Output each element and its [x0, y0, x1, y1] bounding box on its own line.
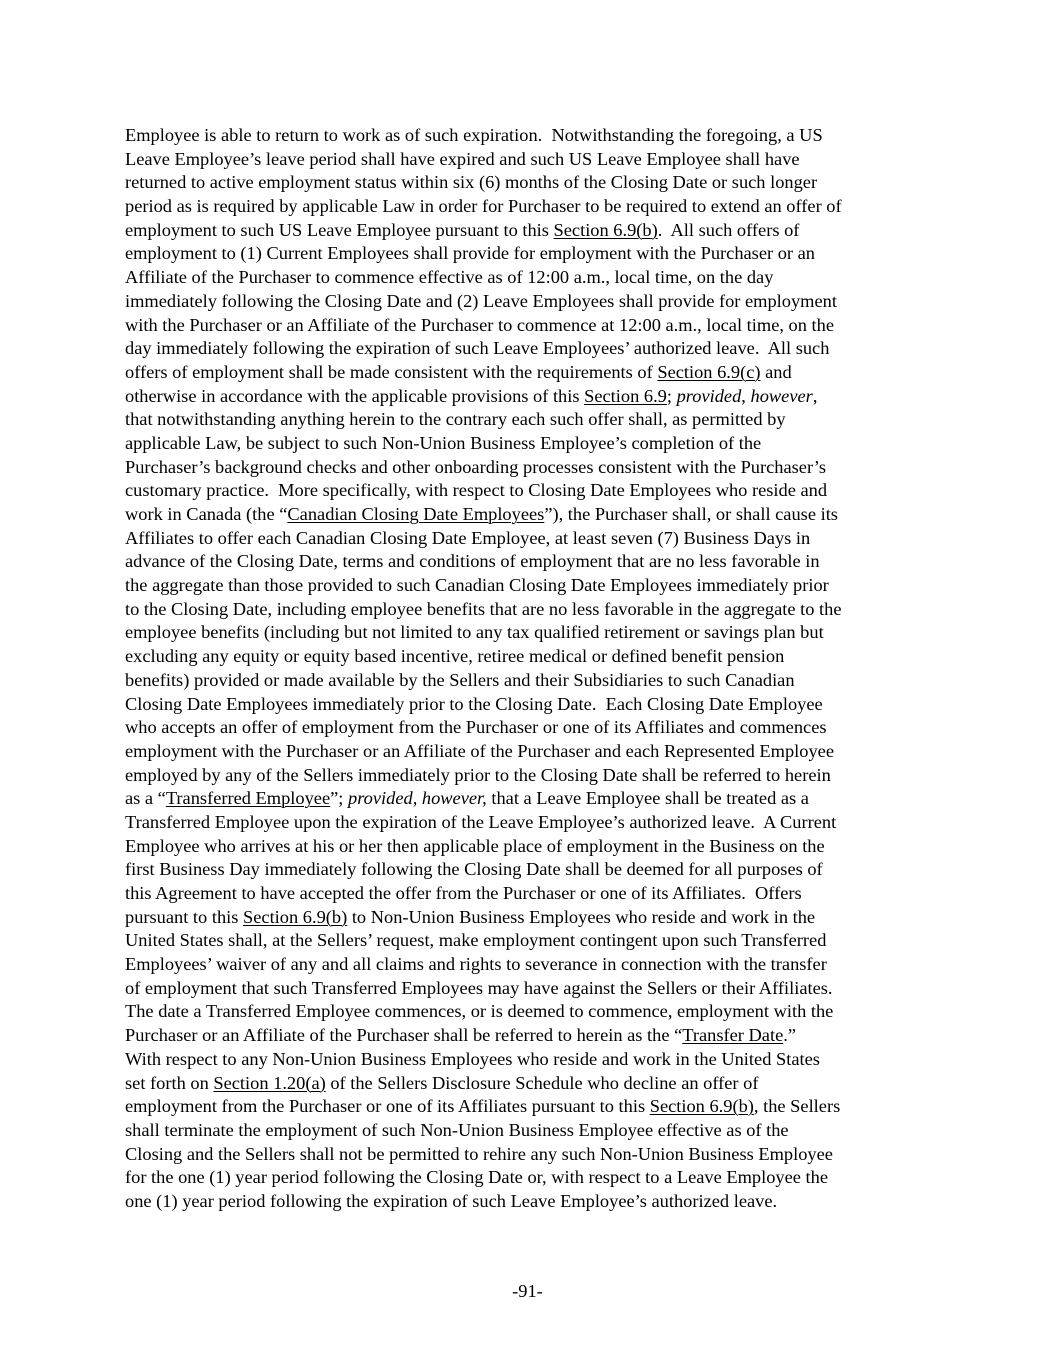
text-line — [125, 740, 945, 764]
text-line — [125, 479, 945, 503]
text-line — [125, 906, 945, 930]
text-line — [125, 811, 945, 835]
text-run: that a Leave Employee shall be treated as a — [486, 788, 809, 809]
text-line — [125, 669, 945, 693]
text-run: employment to such US Leave Employee pursuant to this — [125, 219, 554, 240]
text-run: , — [741, 385, 751, 406]
text-run: Purchaser’s background checks and other onboarding processes consistent with the Purchaser’s — [125, 456, 827, 477]
text-line — [125, 787, 945, 811]
text-run: as a “ — [125, 788, 166, 809]
text-run: .” — [783, 1025, 796, 1046]
text-run: to Non-Union Business Employees who reside and work in the — [347, 906, 816, 927]
text-run: Employee who arrives at his or her then applicable place of employment in the Business on the — [125, 835, 825, 856]
text-run: employment from the Purchaser or one of its Affiliates pursuant to this — [125, 1096, 650, 1117]
text-run: shall terminate the employment of such Non-Union Business Employee effective as of the — [125, 1119, 789, 1140]
text-run: the aggregate than those provided to such Canadian Closing Date Employees immediately prior — [125, 575, 829, 596]
text-run: Closing and the Sellers shall not be permitted to rehire any such Non-Union Business Employee — [125, 1143, 833, 1164]
section-reference: Transfer Date — [682, 1025, 784, 1046]
text-line — [125, 953, 945, 977]
text-line — [125, 1119, 945, 1143]
section-reference: Section 6.9(b) — [553, 219, 658, 240]
text-line — [125, 835, 945, 859]
text-run: employment with the Purchaser or an Affiliate of the Purchaser and each Represented Employee — [125, 740, 834, 761]
italic-text: provided — [676, 385, 742, 406]
text-line — [125, 385, 945, 409]
text-line — [125, 621, 945, 645]
text-run: advance of the Closing Date, terms and conditions of employment that are no less favorable in — [125, 551, 820, 572]
text-run: applicable Law, be subject to such Non-Union Business Employee’s completion of the — [125, 432, 762, 453]
text-line — [125, 242, 945, 266]
text-line — [125, 408, 945, 432]
page-number: -91- — [512, 1281, 543, 1301]
text-run: employee benefits (including but not limited to any tax qualified retirement or savings plan but — [125, 622, 824, 643]
text-run: with the Purchaser or an Affiliate of the Purchaser to commence at 12:00 a.m., local time, on the — [125, 314, 835, 335]
text-run: Affiliates to offer each Canadian Closing Date Employee, at least seven (7) Business Days in — [125, 527, 811, 548]
text-run: , the Sellers — [753, 1096, 841, 1117]
text-line — [125, 550, 945, 574]
text-line — [125, 645, 945, 669]
section-reference: Section 1.20(a) — [213, 1072, 326, 1093]
text-run: of employment that such Transferred Employees may have against the Sellers or their Affiliates. — [125, 977, 833, 998]
text-run: Employee is able to return to work as of such expiration. Notwithstanding the foregoing, a US — [125, 125, 823, 145]
text-run: first Business Day immediately following the Closing Date shall be deemed for all purposes of — [125, 859, 823, 880]
text-run: set forth on — [125, 1072, 214, 1093]
text-line — [125, 1072, 945, 1096]
text-run: The date a Transferred Employee commences, or is deemed to commence, employment with the — [125, 1001, 834, 1022]
text-run: Employees’ waiver of any and all claims and rights to severance in connection with the transfer — [125, 954, 827, 975]
text-line — [125, 1095, 945, 1119]
text-line — [125, 148, 945, 172]
section-reference: Section 6.9 — [584, 385, 667, 406]
text-run: , — [812, 385, 818, 406]
text-line — [125, 171, 945, 195]
text-run: Closing Date Employees immediately prior to the Closing Date. Each Closing Date Employee — [125, 693, 823, 714]
text-run: customary practice. More specifically, with respect to Closing Date Employees who reside and — [125, 480, 828, 501]
text-run: for the one (1) year period following the Closing Date or, with respect to a Leave Employee the — [125, 1167, 828, 1188]
italic-text: however — [750, 385, 813, 406]
text-line — [125, 314, 945, 338]
text-run: immediately following the Closing Date and (2) Leave Employees shall provide for employment — [125, 290, 837, 311]
text-line — [125, 1166, 945, 1190]
text-run: day immediately following the expiration of such Leave Employees’ authorized leave. All such — [125, 338, 830, 359]
text-run: Purchaser or an Affiliate of the Purchaser shall be referred to herein as the “ — [125, 1025, 683, 1046]
text-line — [125, 1048, 945, 1072]
text-line — [125, 503, 945, 527]
text-line — [125, 266, 945, 290]
text-line — [125, 361, 945, 385]
text-line — [125, 124, 945, 148]
text-run: Affiliate of the Purchaser to commence effective as of 12:00 a.m., local time, on the day — [125, 267, 774, 288]
section-reference: Section 6.9(b) — [649, 1096, 754, 1117]
text-line — [125, 432, 945, 456]
text-run: ”), the Purchaser shall, or shall cause its — [544, 504, 838, 524]
text-run: who accepts an offer of employment from the Purchaser or one of its Affiliates and commences — [125, 717, 827, 738]
text-line — [125, 337, 945, 361]
section-reference: Section 6.9(c) — [657, 361, 761, 382]
text-run: offers of employment shall be made consistent with the requirements of — [125, 361, 658, 382]
text-line — [125, 764, 945, 788]
text-line — [125, 882, 945, 906]
text-line — [125, 716, 945, 740]
text-run: and — [760, 361, 792, 382]
text-run: With respect to any Non-Union Business Employees who reside and work in the United States — [125, 1048, 820, 1069]
text-line — [125, 195, 945, 219]
text-run: otherwise in accordance with the applicable provisions of this — [125, 385, 585, 406]
text-run: work in Canada (the “ — [125, 504, 288, 524]
text-line — [125, 456, 945, 480]
text-run: that notwithstanding anything herein to the contrary each such offer shall, as permitted by — [125, 409, 786, 430]
text-line — [125, 219, 945, 243]
text-line — [125, 1000, 945, 1024]
text-line — [125, 1143, 945, 1167]
text-run: ”; — [330, 788, 348, 809]
text-line — [125, 527, 945, 551]
text-run: employment to (1) Current Employees shall provide for employment with the Purchaser or an — [125, 243, 815, 264]
section-reference: Section 6.9(b) — [243, 906, 348, 927]
text-run: pursuant to this — [125, 906, 244, 927]
text-run: one (1) year period following the expiration of such Leave Employee’s authorized leave. — [125, 1190, 778, 1211]
text-line — [125, 1190, 945, 1214]
section-reference: Canadian Closing Date Employees — [287, 504, 545, 524]
text-run: Leave Employee’s leave period shall have expired and such US Leave Employee shall have — [125, 148, 800, 169]
text-run: excluding any equity or equity based incentive, retiree medical or defined benefit pension — [125, 646, 785, 667]
text-run: . All such offers of — [657, 219, 800, 240]
text-run: Transferred Employee upon the expiration of the Leave Employee’s authorized leave. A Current — [125, 811, 837, 832]
text-line — [125, 977, 945, 1001]
text-line — [125, 290, 945, 314]
text-line — [125, 574, 945, 598]
text-run: United States shall, at the Sellers’ request, make employment contingent upon such Transferred — [125, 930, 827, 951]
text-line — [125, 598, 945, 622]
italic-text: provided, however, — [348, 788, 487, 809]
text-run: this Agreement to have accepted the offer from the Purchaser or one of its Affiliates. Offers — [125, 883, 802, 903]
text-line — [125, 929, 945, 953]
text-line — [125, 1024, 945, 1048]
text-run: benefits) provided or made available by the Sellers and their Subsidiaries to such Canadian — [125, 669, 795, 690]
text-line — [125, 693, 945, 717]
text-run: ; — [666, 385, 677, 406]
text-line — [125, 858, 945, 882]
text-run: employed by any of the Sellers immediately prior to the Closing Date shall be referred to herein — [125, 764, 831, 785]
text-run: to the Closing Date, including employee benefits that are no less favorable in the aggregate to the — [125, 598, 842, 619]
text-run: returned to active employment status within six (6) months of the Closing Date or such longer — [125, 172, 818, 193]
section-reference: Transferred Employee — [165, 788, 331, 809]
text-run: of the Sellers Disclosure Schedule who decline an offer of — [325, 1072, 759, 1093]
text-run: period as is required by applicable Law in order for Purchaser to be required to extend an offer of — [125, 196, 842, 217]
body-paragraph — [125, 124, 945, 1214]
